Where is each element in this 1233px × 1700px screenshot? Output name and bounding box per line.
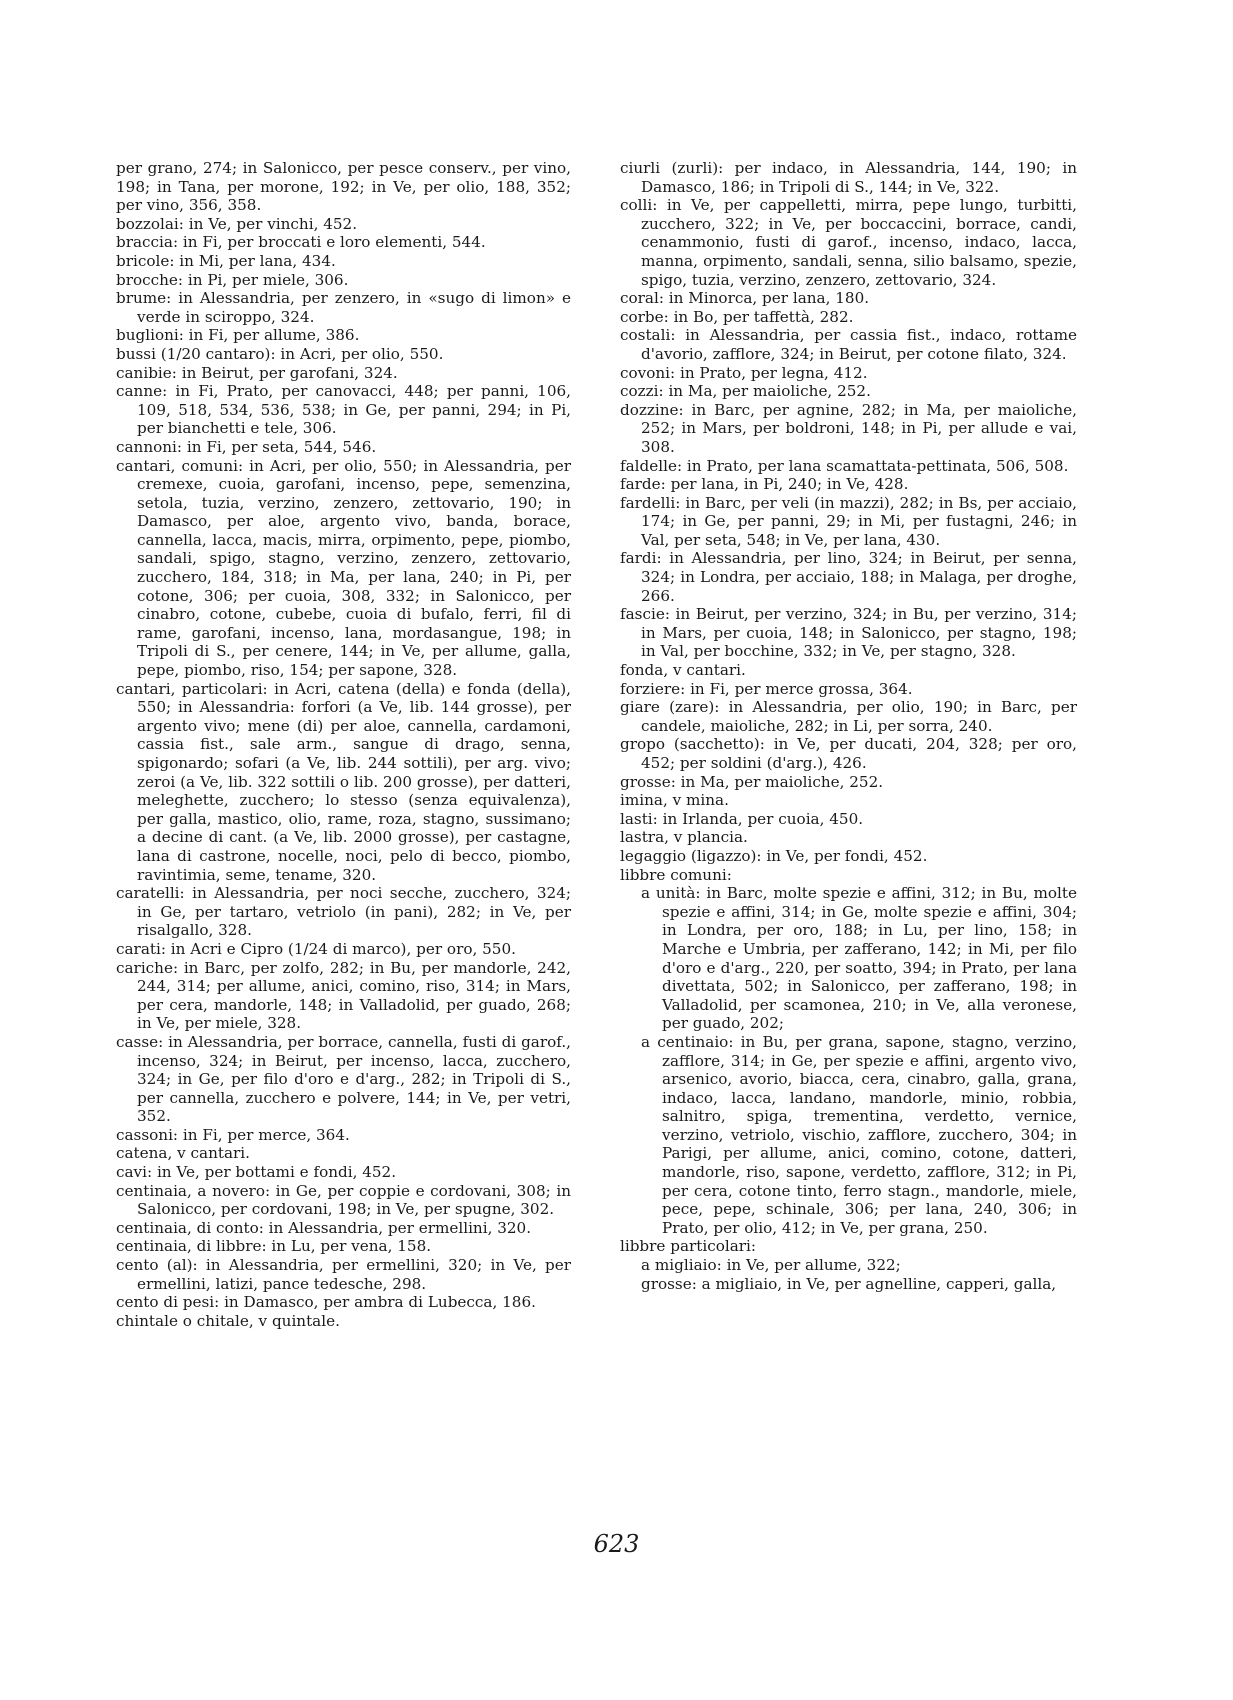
index-entry: canibie: in Beirut, per garofani, 324. xyxy=(116,363,398,382)
index-entry: centinaia, a novero: in Ge, per coppie e cordovani, 308; in Salonicco, per cordovani, 198; in Ve, per spugne, 302. xyxy=(116,1181,571,1219)
index-entry: ciurli (zurli): per indaco, in Alessandria, 144, 190; in Damasco, 186; in Tripoli di S., 144; in Ve, 322. xyxy=(620,159,1077,196)
index-entry: fardelli: in Barc, per veli (in mazzi), 282; in Bs, per acciaio, 174; in Ge, per panni, 29; in Mi, per fustagni, 246; in Val, per seta, 548; in Ve, per lana, 430. xyxy=(620,493,1077,549)
index-heading: libbre comuni: xyxy=(620,865,732,884)
index-entry: brume: in Alessandria, per zenzero, in «sugo di limon» e verde in sciroppo, 324. xyxy=(116,289,571,326)
index-entry: cento di pesi: in Damasco, per ambra di Lubecca, 186. xyxy=(116,1293,536,1312)
index-entry: catena, v cantari. xyxy=(116,1144,250,1163)
index-entry: fonda, v cantari. xyxy=(620,661,746,680)
index-entry: braccia: in Fi, per broccati e loro elementi, 544. xyxy=(116,233,486,252)
index-entry: cannoni: in Fi, per seta, 544, 546. xyxy=(116,437,377,456)
index-entry-continuation: per grano, 274; in Salonicco, per pesce conserv., per vino, 198; in Tana, per morone, 192; in Ve, per olio, 188, 352; per vino, 356, 358. xyxy=(116,159,571,215)
index-entry: forziere: in Fi, per merce grossa, 364. xyxy=(620,679,913,698)
index-entry: fardi: in Alessandria, per lino, 324; in Beirut, per senna, 324; in Londra, per acciaio, 188; in Malaga, per droghe, 266. xyxy=(620,549,1077,605)
index-subentry: grosse: a migliaio, in Ve, per agnelline, capperi, galla, xyxy=(641,1274,1057,1293)
index-entry: corbe: in Bo, per taffettà, 282. xyxy=(620,307,854,326)
index-subentry: a centinaio: in Bu, per grana, sapone, stagno, verzino, zafflore, 314; in Ge, per spezie e affini, argento vivo, arsenico, avorio, biacca, cera, cinabro, galla, grana, indaco, lacca, landano, mandorle, minio, robbia, salnitro, spiga, trementina, verdetto, vernice, verzino, vetriolo, vischio, zafflore, zucchero, 304; in Parigi, per allume, anici, comino, cotone, datteri, mandorle, riso, sapone, verdetto, zafflore, 312; in Pi, per cera, cotone tinto, ferro stagn., mandorle, miele, pece, pepe, schinale, 306; per lana, 240, 306; in Prato, per olio, 412; in Ve, per grana, 250. xyxy=(641,1032,1077,1237)
index-heading: libbre particolari: xyxy=(620,1237,757,1256)
index-entry: lastra, v plancia. xyxy=(620,828,748,847)
index-entry: farde: per lana, in Pi, 240; in Ve, 428. xyxy=(620,475,909,494)
index-entry: coral: in Minorca, per lana, 180. xyxy=(620,289,870,308)
index-entry: lasti: in Irlanda, per cuoia, 450. xyxy=(620,809,864,828)
index-entry: bricole: in Mi, per lana, 434. xyxy=(116,251,336,270)
index-entry: brocche: in Pi, per miele, 306. xyxy=(116,270,349,289)
index-entry: cavi: in Ve, per bottami e fondi, 452. xyxy=(116,1163,397,1182)
page-number: 623 xyxy=(593,1530,640,1558)
index-entry: grosse: in Ma, per maioliche, 252. xyxy=(620,772,884,791)
index-entry: chintale o chitale, v quintale. xyxy=(116,1311,340,1330)
right-column xyxy=(620,159,1077,1293)
index-entry: carati: in Acri e Cipro (1/24 di marco), per oro, 550. xyxy=(116,939,516,958)
index-entry: centinaia, di libbre: in Lu, per vena, 158. xyxy=(116,1237,432,1256)
index-entry: gropo (sacchetto): in Ve, per ducati, 204, 328; per oro, 452; per soldini (d'arg.), 426. xyxy=(620,735,1077,772)
index-entry: cento (al): in Alessandria, per ermellini, 320; in Ve, per ermellini, latizi, pance tedesche, 298. xyxy=(116,1256,571,1293)
index-entry: costali: in Alessandria, per cassia fist., indaco, rottame d'avorio, zafflore, 324; in Beirut, per cotone filato, 324. xyxy=(620,326,1077,363)
index-entry: bussi (1/20 cantaro): in Acri, per olio, 550. xyxy=(116,344,444,363)
index-entry: casse: in Alessandria, per borrace, cannella, fusti di garof., incenso, 324; in Beirut, per incenso, lacca, zucchero, 324; in Ge, per filo d'oro e d'arg., 282; in Tripoli di S., per cannella, zucchero e polvere, 144; in Ve, per vetri, 352. xyxy=(116,1032,571,1126)
index-entry: bozzolai: in Ve, per vinchi, 452. xyxy=(116,214,358,233)
index-entry: cantari, particolari: in Acri, catena (della) e fonda (della), 550; in Alessandria: forfori (a Ve, lib. 144 grosse), per argento vivo; mene (di) per aloe, cannella, cardamoni, cassia fist., sale arm., sangue di drago, senna, spigonardo; sofari (a Ve, lib. 244 sottili), per arg. vivo; zeroi (a Ve, lib. 322 sottili o lib. 200 grosse), per datteri, meleghette, zucchero; lo stesso (senza equivalenza), per galla, mastico, olio, rame, roza, stagno, sussimano; a decine di cant. (a Ve, lib. 2000 grosse), per castagne, lana di castrone, nocelle, noci, pelo di becco, piombo, ravintimia, seme, tename, 320. xyxy=(116,679,571,884)
index-entry: covoni: in Prato, per legna, 412. xyxy=(620,363,868,382)
index-entry: cassoni: in Fi, per merce, 364. xyxy=(116,1125,350,1144)
index-entry: cariche: in Barc, per zolfo, 282; in Bu, per mandorle, 242, 244, 314; per allume, anici, comino, riso, 314; in Mars, per cera, mandorle, 148; in Valladolid, per guado, 268; in Ve, per miele, 328. xyxy=(116,958,571,1033)
index-entry: cantari, comuni: in Acri, per olio, 550; in Alessandria, per cremexe, cuoia, garofani, incenso, pepe, semenzina, setola, tuzia, verzino, zenzero, zettovario, 190; in Damasco, per aloe, argento vivo, banda, borace, cannella, lacca, macis, mirra, orpimento, pepe, piombo, sandali, spigo, stagno, verzino, zenzero, zettovario, zucchero, 184, 318; in Ma, per lana, 240; in Pi, per cotone, 306; per cuoia, 308, 332; in Salonicco, per cinabro, cotone, cubebe, cuoia di bufalo, ferri, fil di rame, garofani, incenso, lana, mordasangue, 198; in Tripoli di S., per cenere, 144; in Ve, per allume, galla, pepe, piombo, riso, 154; per sapone, 328. xyxy=(116,456,571,680)
left-column xyxy=(116,159,571,1330)
index-entry: centinaia, di conto: in Alessandria, per ermellini, 320. xyxy=(116,1218,532,1237)
index-entry: fascie: in Beirut, per verzino, 324; in Bu, per verzino, 314; in Mars, per cuoia, 148; in Salonicco, per stagno, 198; in Val, per bocchine, 332; in Ve, per stagno, 328. xyxy=(620,605,1077,661)
index-entry: colli: in Ve, per cappelletti, mirra, pepe lungo, turbitti, zucchero, 322; in Ve, per boccaccini, borrace, candi, cenammonio, fusti di garof., incenso, indaco, lacca, manna, orpimento, sandali, senna, silio balsamo, spezie, spigo, tuzia, verzino, zenzero, zettovario, 324. xyxy=(620,196,1077,289)
index-entry: canne: in Fi, Prato, per canovacci, 448; per panni, 106, 109, 518, 534, 536, 538; in Ge, per panni, 294; in Pi, per bianchetti e tele, 306. xyxy=(116,382,571,438)
index-subentry: a unità: in Barc, molte spezie e affini, 312; in Bu, molte spezie e affini, 314; in Ge, molte spezie e affini, 304; in Londra, per oro, 188; in Lu, per lino, 158; in Marche e Umbria, per zafferano, 142; in Mi, per filo d'oro e d'arg., 220, per soatto, 394; in Prato, per lana divettata, 502; in Salonicco, per zafferano, 198; in Valladolid, per scamonea, 210; in Ve, alla veronese, per guado, 202; xyxy=(641,884,1077,1033)
index-subentry: a migliaio: in Ve, per allume, 322; xyxy=(641,1256,901,1275)
index-entry: dozzine: in Barc, per agnine, 282; in Ma, per maioliche, 252; in Mars, per boldroni, 148; in Pi, per allude e vai, 308. xyxy=(620,400,1077,456)
index-entry: imina, v mina. xyxy=(620,791,729,810)
index-entry: caratelli: in Alessandria, per noci secche, zucchero, 324; in Ge, per tartaro, vetriolo (in pani), 282; in Ve, per risalgallo, 328. xyxy=(116,884,571,940)
index-entry: legaggio (ligazzo): in Ve, per fondi, 452. xyxy=(620,846,928,865)
index-entry: cozzi: in Ma, per maioliche, 252. xyxy=(620,382,871,401)
index-entry: giare (zare): in Alessandria, per olio, 190; in Barc, per candele, maioliche, 282; in Li, per sorra, 240. xyxy=(620,698,1077,735)
index-entry: faldelle: in Prato, per lana scamattata-pettinata, 506, 508. xyxy=(620,456,1069,475)
index-entry: buglioni: in Fi, per allume, 386. xyxy=(116,326,360,345)
